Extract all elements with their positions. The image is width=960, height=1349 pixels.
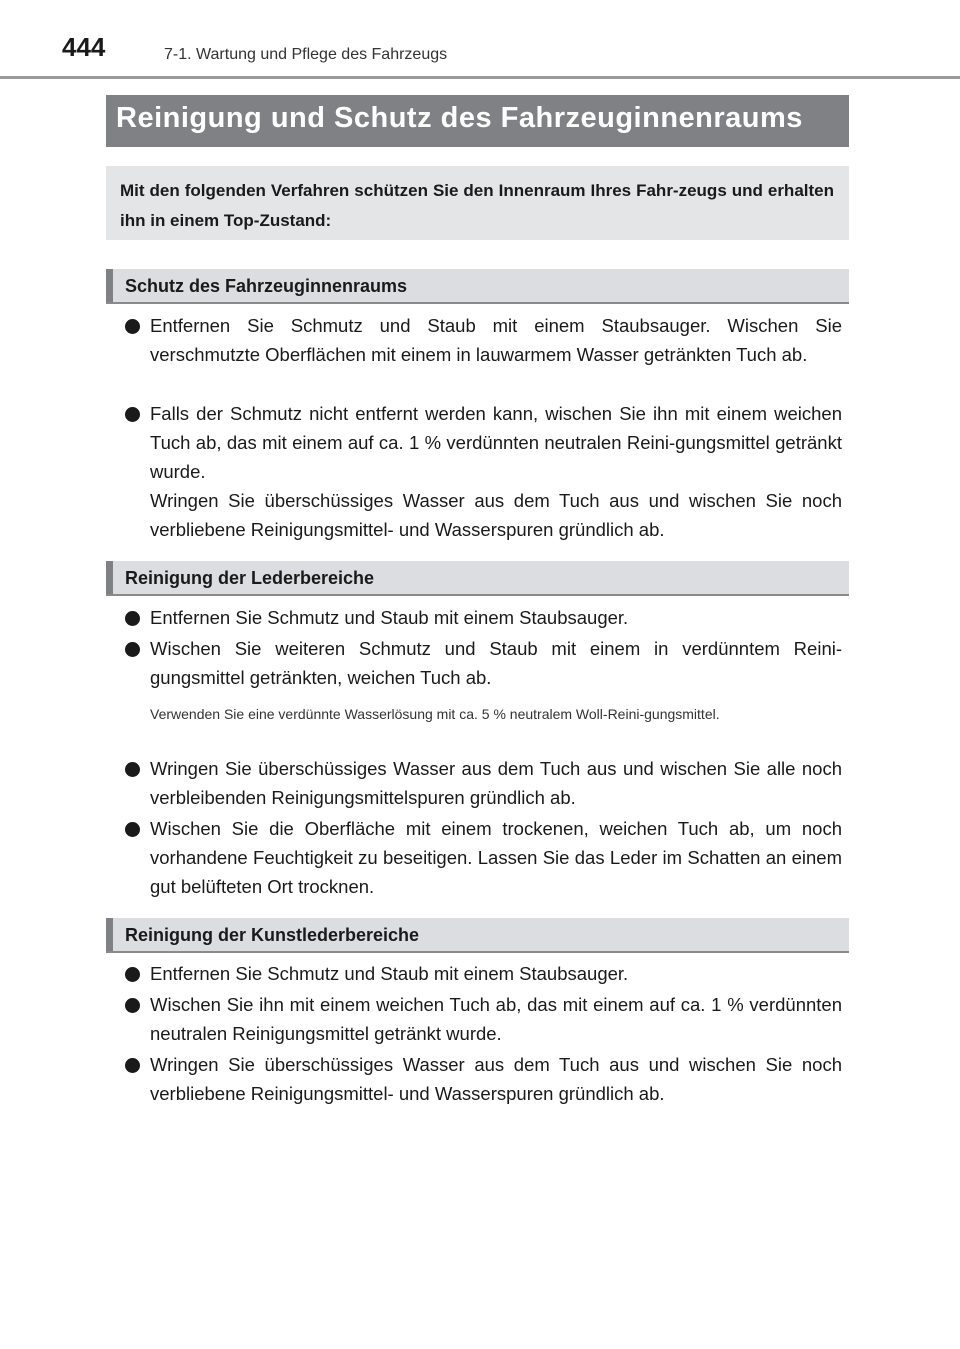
chapter-title: 7-1. Wartung und Pflege des Fahrzeugs xyxy=(164,46,448,63)
header-divider xyxy=(0,76,960,79)
page-header xyxy=(0,0,960,80)
list-item-text xyxy=(150,399,842,544)
list-item-paragraph: Wischen Sie weiteren Schmutz und Staub mit einem in verdünntem Reini-gungsmittel getränkten, weichen Tuch ab. xyxy=(150,638,842,688)
list-item-paragraph: Wischen Sie ihn mit einem weichen Tuch ab, das mit einem auf ca. 1 % verdünnten neutralen Reinigungsmittel getränkt wurde. xyxy=(150,994,842,1044)
section-accent xyxy=(106,918,113,951)
list-item-text xyxy=(150,1050,842,1108)
intro-box xyxy=(106,166,849,240)
section-header-kunstleder xyxy=(106,918,849,953)
section-accent xyxy=(106,561,113,594)
bullet-icon xyxy=(125,407,140,422)
list-item-paragraph: Wringen Sie überschüssiges Wasser aus dem Tuch aus und wischen Sie noch verbliebene Reinigungsmittel- und Wasserspuren gründlich ab. xyxy=(150,490,842,540)
list-item-text xyxy=(150,634,842,692)
section-title: Reinigung der Lederbereiche xyxy=(125,568,375,588)
bullet-icon xyxy=(125,822,140,837)
bullet-icon xyxy=(125,319,140,334)
list-item-paragraph: Wringen Sie überschüssiges Wasser aus dem Tuch aus und wischen Sie alle noch verbleibenden Reinigungsmittelspuren gründlich ab. xyxy=(150,758,842,808)
note-text: Verwenden Sie eine verdünnte Wasserlösung mit ca. 5 % neutralem Woll-Reini-gungsmittel. xyxy=(150,706,720,722)
page-title: Reinigung und Schutz des Fahrzeuginnenraums xyxy=(116,102,803,134)
intro-text: Mit den folgenden Verfahren schützen Sie den Innenraum Ihres Fahr-zeugs und erhalten ihn in einem Top-Zustand: xyxy=(120,181,834,230)
list-item-paragraph: Wringen Sie überschüssiges Wasser aus dem Tuch aus und wischen Sie noch verbliebene Reinigungsmittel- und Wasserspuren gründlich ab. xyxy=(150,1054,842,1104)
list-item-text xyxy=(150,754,842,812)
bullet-icon xyxy=(125,762,140,777)
list-item-paragraph: Wischen Sie die Oberfläche mit einem trockenen, weichen Tuch ab, um noch vorhandene Feuchtigkeit zu beseitigen. Lassen Sie das Leder im Schatten an einem gut belüfteten Ort trocknen. xyxy=(150,818,842,897)
bullet-icon xyxy=(125,1058,140,1073)
bullet-icon xyxy=(125,611,140,626)
list-item-paragraph: Entfernen Sie Schmutz und Staub mit einem Staubsauger. xyxy=(150,963,629,984)
bullet-icon xyxy=(125,642,140,657)
list-item-paragraph: Falls der Schmutz nicht entfernt werden kann, wischen Sie ihn mit einem weichen Tuch ab, das mit einem auf ca. 1 % verdünnten neutralen Reini-gungsmittel getränkt wurde. xyxy=(150,403,842,482)
list-item-text xyxy=(150,311,842,369)
list-item-text xyxy=(150,814,842,901)
section-title: Schutz des Fahrzeuginnenraums xyxy=(125,276,408,296)
list-item-paragraph: Entfernen Sie Schmutz und Staub mit einem Staubsauger. Wischen Sie verschmutzte Oberflächen mit einem in lauwarmem Wasser getränkten Tuch ab. xyxy=(150,315,842,365)
list-item-text xyxy=(150,603,842,632)
list-item-text xyxy=(150,990,842,1048)
section-header-leder xyxy=(106,561,849,596)
section-title: Reinigung der Kunstlederbereiche xyxy=(125,925,420,945)
bullet-icon xyxy=(125,967,140,982)
list-item-text xyxy=(150,959,842,988)
section-header-schutz xyxy=(106,269,849,304)
page-number: 444 xyxy=(62,32,106,62)
section-accent xyxy=(106,269,113,302)
bullet-icon xyxy=(125,998,140,1013)
title-banner xyxy=(106,95,849,147)
list-item-paragraph: Entfernen Sie Schmutz und Staub mit einem Staubsauger. xyxy=(150,607,629,628)
